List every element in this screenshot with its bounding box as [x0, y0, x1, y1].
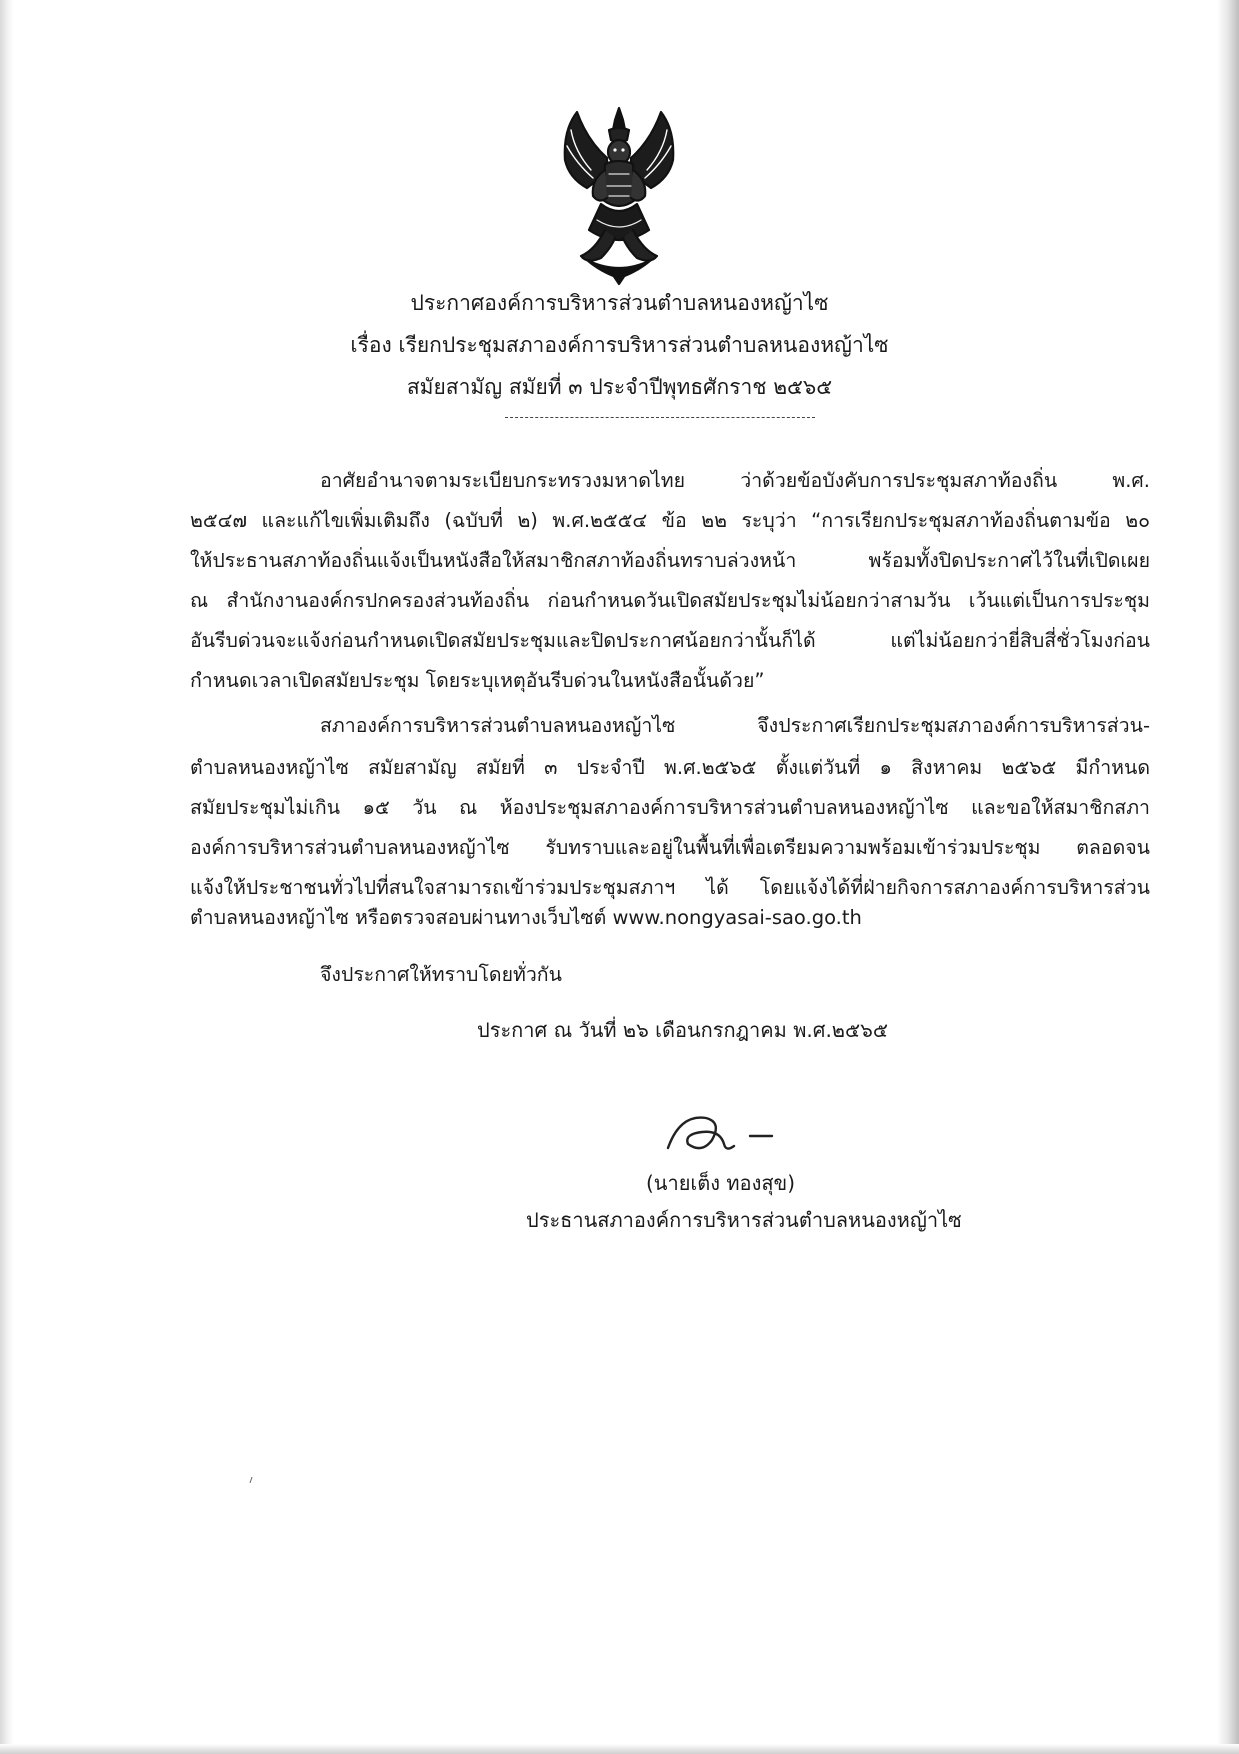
paragraph1-line: อันรีบด่วนจะแจ้งก่อนกำหนดเปิดสมัยประชุมและปิดประกาศน้อยกว่านั้นก็ได้ แต่ไม่น้อยกว่ายี่สิบสี่ชั่วโมงก่อน — [190, 629, 1150, 652]
announcement-title: ประกาศองค์การบริหารส่วนตำบลหนองหญ้าไซ — [410, 291, 829, 315]
paragraph2-line: ตำบลหนองหญ้าไซ สมัยสามัญ สมัยที่ ๓ ประจำปี พ.ศ.๒๕๖๕ ตั้งแต่วันที่ ๑ สิงหาคม ๒๕๖๕ มีกำหนด — [190, 756, 1150, 779]
header-divider — [505, 417, 815, 418]
paragraph2-line: แจ้งให้ประชาชนทั่วไปที่สนใจสามารถเข้าร่วมประชุมสภาฯ ได้ โดยแจ้งได้ที่ฝ่ายกิจการสภาองค์การบริหารส่วน — [190, 876, 1150, 899]
paragraph1-line: ณ สำนักงานองค์กรปกครองส่วนท้องถิ่น ก่อนกำหนดวันเปิดสมัยประชุมไม่น้อยกว่าสามวัน เว้นแต่เป็นการประชุม — [190, 589, 1150, 612]
scan-edge-bottom — [0, 1744, 1239, 1754]
signer-title: ประธานสภาองค์การบริหารส่วนตำบลหนองหญ้าไซ — [526, 1208, 962, 1232]
handwritten-signature — [662, 1100, 802, 1170]
paragraph2-line: สมัยประชุมไม่เกิน ๑๕ วัน ณ ห้องประชุมสภาองค์การบริหารส่วนตำบลหนองหญ้าไซ และขอให้สมาชิกสภา — [190, 796, 1150, 819]
paragraph1-line: กำหนดเวลาเปิดสมัยประชุม โดยระบุเหตุอันรีบด่วนในหนังสือนั้นด้วย” — [190, 669, 765, 692]
scan-edge-right — [1217, 0, 1239, 1754]
paragraph2-line: องค์การบริหารส่วนตำบลหนองหญ้าไซ รับทราบและอยู่ในพื้นที่เพื่อเตรียมความพร้อมเข้าร่วมประชุม ตลอดจน — [190, 836, 1150, 859]
announcement-session: สมัยสามัญ สมัยที่ ๓ ประจำปีพุทธศักราช ๒๕๖๕ — [406, 375, 833, 399]
announcement-subject: เรื่อง เรียกประชุมสภาองค์การบริหารส่วนตำบลหนองหญ้าไซ — [350, 333, 889, 357]
paragraph2-line: ตำบลหนองหญ้าไซ หรือตรวจสอบผ่านทางเว็บไซต์ www.nongyasai-sao.go.th — [190, 906, 862, 929]
signer-name: (นายเต็ง ทองสุข) — [646, 1171, 796, 1195]
announcement-date: ประกาศ ณ วันที่ ๒๖ เดือนกรกฎาคม พ.ศ.๒๕๖๕ — [477, 1018, 888, 1042]
paragraph1-line: ๒๕๔๗ และแก้ไขเพิ่มเติมถึง (ฉบับที่ ๒) พ.ศ.๒๕๕๔ ข้อ ๒๒ ระบุว่า “การเรียกประชุมสภาท้องถิ่นตามข้อ ๒๐ — [190, 509, 1150, 532]
closing-statement: จึงประกาศให้ทราบโดยทั่วกัน — [320, 963, 562, 986]
paragraph2-line: สภาองค์การบริหารส่วนตำบลหนองหญ้าไซ จึงประกาศเรียกประชุมสภาองค์การบริหารส่วน- — [320, 714, 1150, 737]
scan-edge-left — [0, 0, 14, 1754]
paragraph1-line: ให้ประธานสภาท้องถิ่นแจ้งเป็นหนังสือให้สมาชิกสภาท้องถิ่นทราบล่วงหน้า พร้อมทั้งปิดประกาศไว้ในที่เปิดเผย — [190, 549, 1150, 572]
scan-speck — [249, 1468, 253, 1474]
paragraph1-line: อาศัยอำนาจตามระเบียบกระทรวงมหาดไทย ว่าด้วยข้อบังคับการประชุมสภาท้องถิ่น พ.ศ. — [320, 469, 1150, 492]
garuda-emblem-icon — [557, 100, 681, 286]
